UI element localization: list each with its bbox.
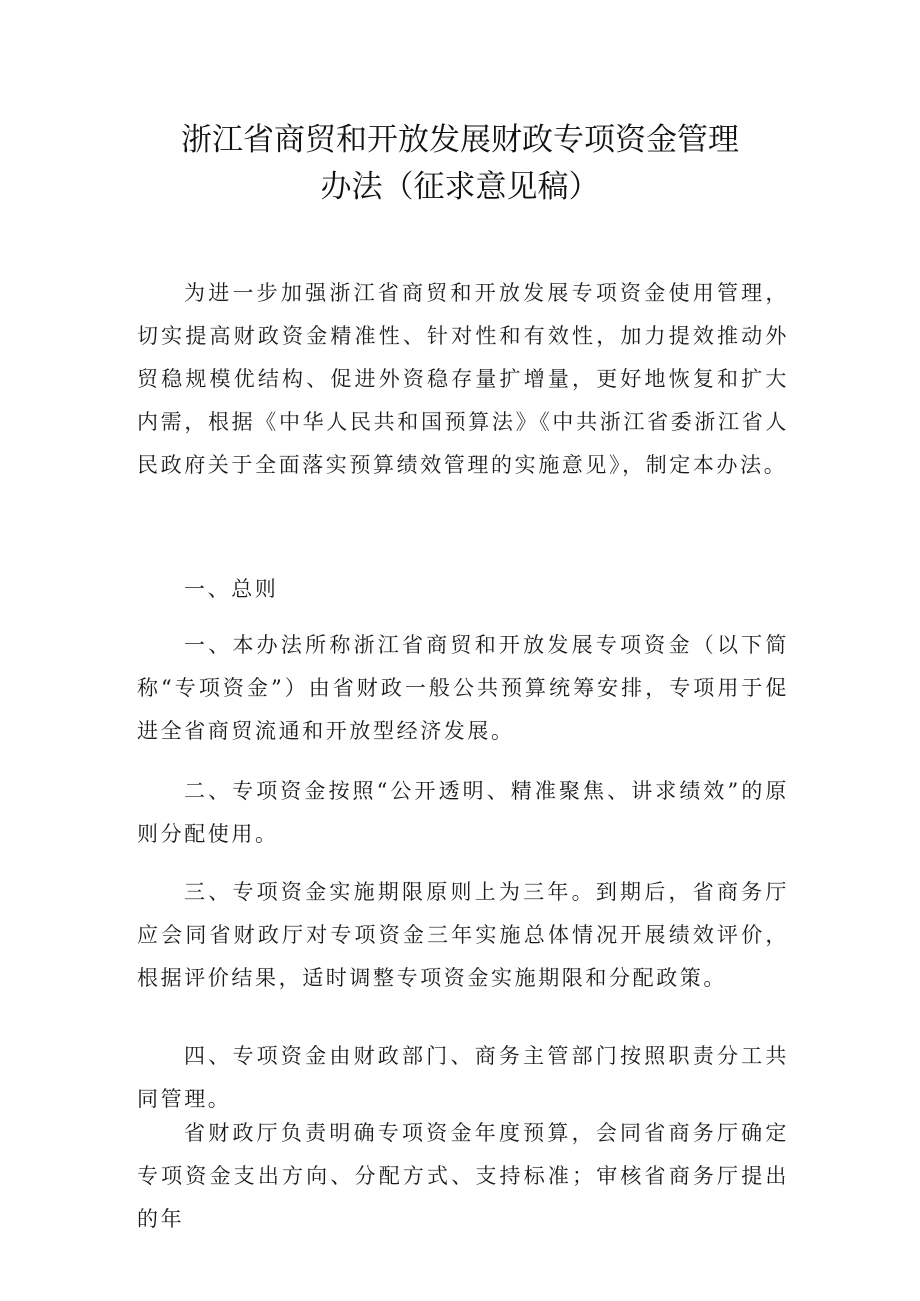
article-2-paragraph: 二、专项资金按照“公开透明、精准聚焦、讲求绩效”的原则分配使用。 (137, 779, 789, 846)
preamble-paragraph: 为进一步加强浙江省商贸和开放发展专项资金使用管理，切实提高财政资金精准性、针对性和有效性，加力提效推动外贸稳规模优结构、促进外资稳存量扩增量，更好地恢复和扩大内需，根据《中华人民共和国预算法》《中共浙江省委浙江省人民政府关于全面落实预算绩效管理的实施意见》，制定本办法。 (137, 281, 789, 477)
document-title-line-1: 浙江省商贸和开放发展财政专项资金管理 (181, 122, 739, 158)
article-4-paragraph: 四、专项资金由财政部门、商务主管部门按照职责分工共同管理。 (137, 1044, 789, 1111)
article-1-paragraph: 一、本办法所称浙江省商贸和开放发展专项资金（以下简称“专项资金”）由省财政一般公共预算统筹安排，专项用于促进全省商贸流通和开放型经济发展。 (137, 633, 789, 743)
section-heading-general-provisions: 一、总则 (184, 577, 279, 601)
document-title-line-2: 办法（征求意见稿） (320, 169, 600, 205)
article-4-continuation-paragraph: 省财政厅负责明确专项资金年度预算，会同省商务厅确定专项资金支出方向、分配方式、支持标准；审核省商务厅提出的年 (137, 1121, 789, 1231)
article-3-paragraph: 三、专项资金实施期限原则上为三年。到期后，省商务厅应会同省财政厅对专项资金三年实施总体情况开展绩效评价，根据评价结果，适时调整专项资金实施期限和分配政策。 (137, 880, 789, 990)
